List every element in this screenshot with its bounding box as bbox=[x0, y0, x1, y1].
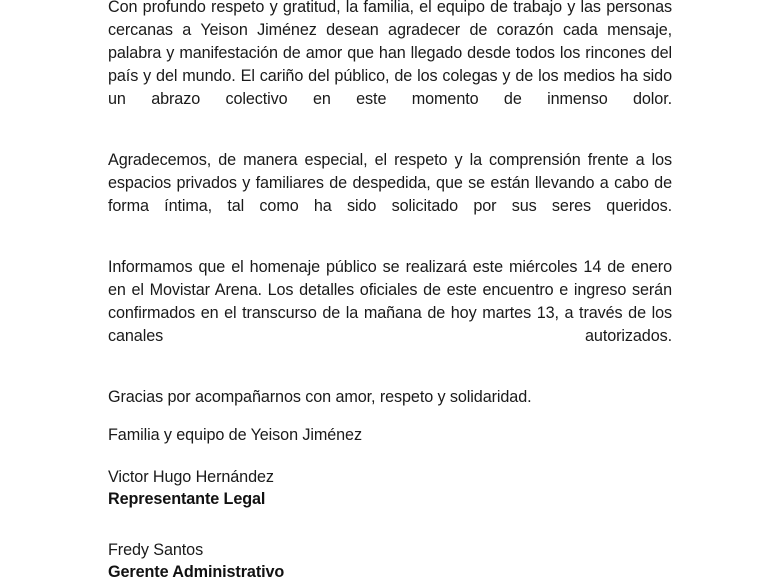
statement-paragraph-3: Informamos que el homenaje público se realizará este miércoles 14 de enero en el Movistar Arena. Los detalles oficiales de este encuentro e ingreso serán confirmados en el transcurso de la mañana de hoy martes 13, a través de los canales autorizados. bbox=[108, 258, 672, 345]
signature-entry-representante-legal bbox=[108, 466, 672, 510]
signature-block bbox=[108, 466, 672, 583]
signatory-role: Representante Legal bbox=[108, 490, 266, 508]
statement-paragraph-1: Con profundo respeto y gratitud, la familia, el equipo de trabajo y las personas cercanas a Yeison Jiménez desean agradecer de corazón cada mensaje, palabra y manifestación de amor que han llegado desde todos los rincones del país y del mundo. El cariño del público, de los colegas y de los medios ha sido un abrazo colectivo en este momento de inmenso dolor. bbox=[108, 0, 672, 108]
signatory-name: Fredy Santos bbox=[108, 541, 204, 559]
signature-entry-gerente-administrativo bbox=[108, 539, 672, 583]
statement-body bbox=[108, 0, 672, 447]
statement-paragraph-2: Agradecemos, de manera especial, el respeto y la comprensión frente a los espacios privados y familiares de despedida, que se están llevando a cabo de forma íntima, tal como ha sido solicitado por sus seres queridos. bbox=[108, 151, 672, 215]
signatory-name: Victor Hugo Hernández bbox=[108, 468, 274, 486]
signatory-role: Gerente Administrativo bbox=[108, 563, 285, 581]
statement-signoff-line: Familia y equipo de Yeison Jiménez bbox=[108, 426, 362, 444]
statement-closing-line: Gracias por acompañarnos con amor, respeto y solidaridad. bbox=[108, 388, 532, 406]
